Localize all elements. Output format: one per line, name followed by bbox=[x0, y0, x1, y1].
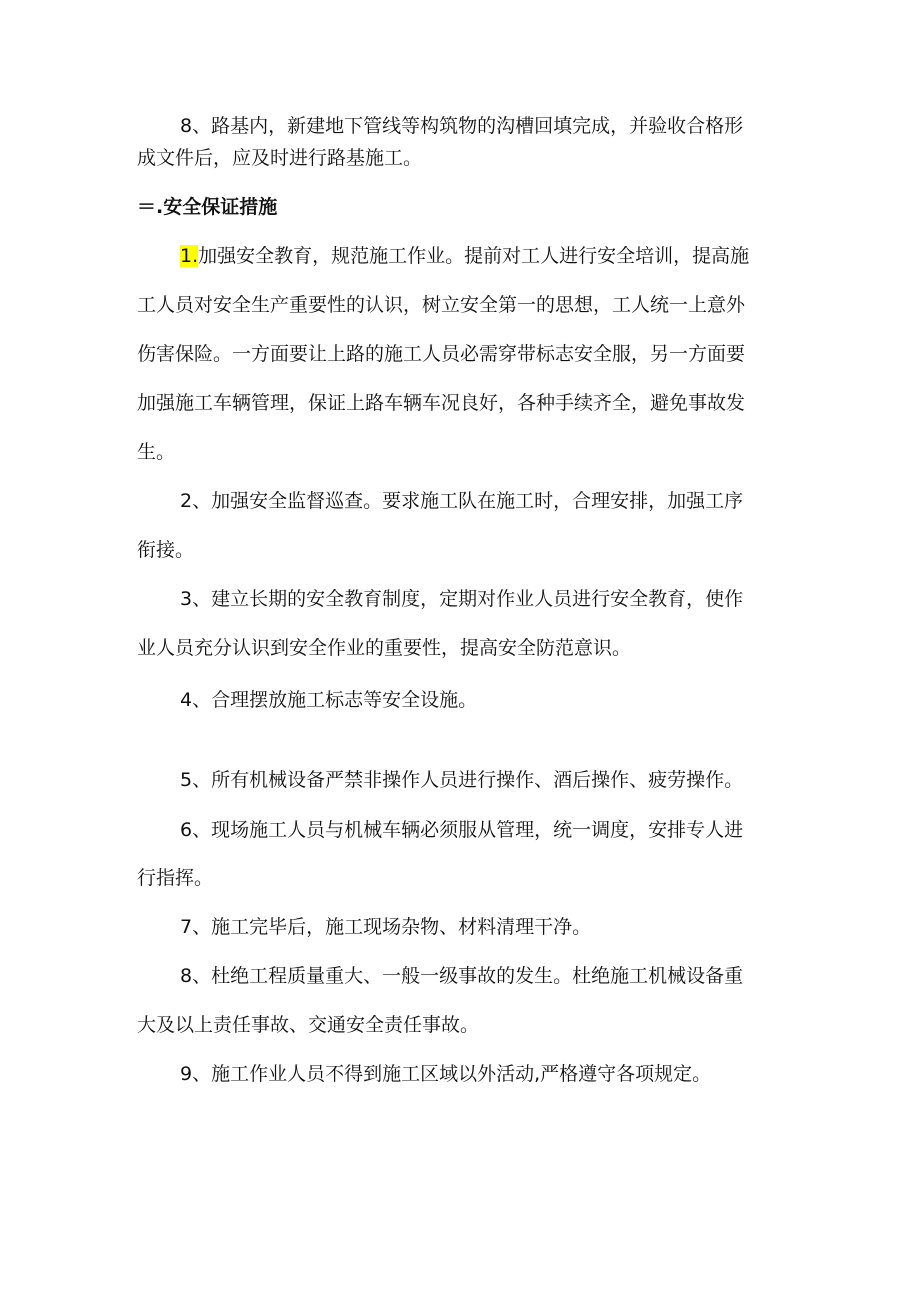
item8-intro-line-2: 成文件后，应及时进行路基施工。 bbox=[137, 147, 423, 169]
item-1-line-5: 生。 bbox=[137, 441, 176, 463]
item-1-line-4: 加强施工车辆管理，保证上路车辆车况良好，各种手续齐全，避免事故发 bbox=[137, 392, 746, 414]
item-6-line-2: 行指挥。 bbox=[137, 867, 214, 889]
item-1-line-2: 工人员对安全生产重要性的认识，树立安全第一的思想，工人统一上意外 bbox=[137, 294, 746, 316]
item-3-line-2: 业人员充分认识到安全作业的重要性，提高安全防范意识。 bbox=[137, 637, 632, 659]
item-8-line-1: 8、杜绝工程质量重大、一般一级事故的发生。杜绝施工机械设备重 bbox=[180, 965, 744, 987]
item-8-line-2: 大及以上责任事故、交通安全责任事故。 bbox=[137, 1014, 480, 1036]
item-1-line-3: 伤害保险。一方面要让上路的施工人员必需穿带标志安全服，另一方面要 bbox=[137, 343, 746, 365]
item-1-number-highlight: 1. bbox=[180, 245, 199, 267]
item-9-line-1: 9、施工作业人员不得到施工区域以外活动,严格遵守各项规定。 bbox=[180, 1063, 712, 1085]
item8-intro-line-1: 8、路基内，新建地下管线等构筑物的沟槽回填完成，并验收合格形 bbox=[180, 115, 744, 137]
item-5-line-1: 5、所有机械设备严禁非操作人员进行操作、酒后操作、疲劳操作。 bbox=[180, 769, 744, 791]
item-2-line-2: 衔接。 bbox=[137, 539, 195, 561]
section-heading: ＝.安全保证措施 bbox=[137, 196, 278, 218]
item-1-line-1: 1.加强安全教育，规范施工作业。提前对工人进行安全培训，提高施 bbox=[180, 245, 750, 267]
item-3-line-1: 3、建立长期的安全教育制度，定期对作业人员进行安全教育，使作 bbox=[180, 588, 744, 610]
item-6-line-1: 6、现场施工人员与机械车辆必须服从管理，统一调度，安排专人进 bbox=[180, 819, 744, 841]
item-4-line-1: 4、合理摆放施工标志等安全设施。 bbox=[180, 689, 478, 711]
item-2-line-1: 2、加强安全监督巡查。要求施工队在施工时，合理安排，加强工序 bbox=[180, 490, 744, 512]
item-7-line-1: 7、施工完毕后，施工现场杂物、材料清理干净。 bbox=[180, 916, 592, 938]
